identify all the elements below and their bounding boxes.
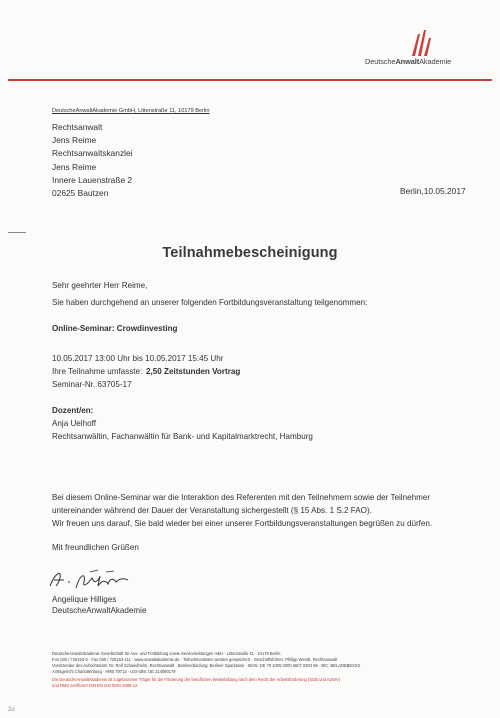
page-marker: 2o <box>8 707 15 713</box>
footer-note <box>52 683 138 689</box>
signer-name: Angelique Hilliges <box>52 595 117 604</box>
footer-line: Amtsgericht Charlottenburg · HRB 79713 · USt-IdNr. DE 214090179 <box>52 669 176 674</box>
handwritten-signature <box>46 566 136 592</box>
brand-bold: Anwalt <box>395 57 420 66</box>
seminar-time: 10.05.2017 13:00 Uhr bis 10.05.2017 15:45 Uhr <box>52 354 224 363</box>
seminar-title: Online-Seminar: Crowdinvesting <box>52 324 178 333</box>
body-line: untereinander während der Dauer der Veranstaltung sichergestellt (§ 15 Abs. 1 S.2 FAO). <box>52 506 372 515</box>
address-line: 02625 Bautzen <box>52 188 109 199</box>
footer-line: Vorsitzender des Aufsichtsrats: Dr. Rolf Schwedhelm, Rechtsanwalt · Bankverbindung: Berliner Sparkasse · IBAN: DE 79 1005 0000 6607 0304 69 · BIC: BELADEBEXXX <box>52 663 361 668</box>
footer-line: DeutscheAnwaltAkademie Gesellschaft für Aus- und Fortbildung sowie Serviceleistungen mbH · Littenstraße 11 · 10179 Berlin <box>52 651 281 656</box>
address-line: Rechtsanwalt <box>52 122 103 132</box>
signer-org: DeutscheAnwaltAkademie <box>52 606 147 615</box>
footer-note-line: Die DeutscheAnwaltAkademie ist zugelassener Träger für die Förderung der beruflichen Weiterbildung nach dem Recht der Arbeitsförderung (SGB und AZWV) <box>52 677 340 682</box>
participation-label: Ihre Teilnahme umfasste: <box>52 367 143 376</box>
brand-prefix: Deutsche <box>365 57 396 66</box>
body-line: Wir freuen uns darauf, Sie bald wieder bei einer unserer Fortbildungsveranstaltungen begrüßen zu dürfen. <box>52 519 433 528</box>
address-line: Jens Reime <box>52 161 97 172</box>
address-line: Innere Lauenstraße 2 <box>52 174 133 185</box>
page-title: Teilnahmebescheinigung <box>162 245 338 261</box>
sender-line: DeutscheAnwaltAkademie GmbH, Littenstraße 11, 10179 Berlin <box>52 108 210 114</box>
brand-logo-text <box>365 57 451 66</box>
lecturer-heading: Dozent/en: <box>52 406 94 415</box>
seminar-number: Seminar-Nr. 63705-17 <box>52 380 132 389</box>
brand-suffix: Akademie <box>419 57 452 66</box>
lecturer-role: Rechtsanwältin, Fachanwältin für Bank- und Kapitalmarktrecht, Hamburg <box>52 432 313 441</box>
intro-text: Sie haben durchgehend an unserer folgenden Fortbildungsveranstaltung teilgenommen: <box>52 298 368 307</box>
footer-line: Fon 030 / 726153-0 · Fax 030 / 726153-111 · www.anwaltakademie.de · Teilnehmerdaten werden gespeichert · Geschäftsführer: Philipp Wendt, Rechtsanwalt <box>52 657 338 662</box>
participation-value: 2,50 Zeitstunden Vortrag <box>146 367 241 376</box>
footer-note-line: und DMS zertifiziert DIN EN ISO 9001:2008-12. <box>52 683 139 688</box>
salutation: Sehr geehrter Herr Reime, <box>52 281 148 290</box>
header-divider <box>8 79 492 81</box>
brand-logo-icon <box>406 28 436 58</box>
lecturer-name: Anja Uelhoff <box>52 419 96 428</box>
letter-date: Berlin,10.05.2017 <box>400 186 466 196</box>
recipient-address <box>52 121 133 200</box>
fold-mark <box>8 232 26 233</box>
closing: Mit freundlichen Grüßen <box>52 543 139 552</box>
address-line: Rechtsanwaltskanzlei <box>52 148 133 159</box>
address-line: Jens Reime <box>52 135 97 146</box>
body-line: Bei diesem Online-Seminar war die Interaktion des Referenten mit den Teilnehmern sowie der Teilnehmer <box>52 493 431 502</box>
